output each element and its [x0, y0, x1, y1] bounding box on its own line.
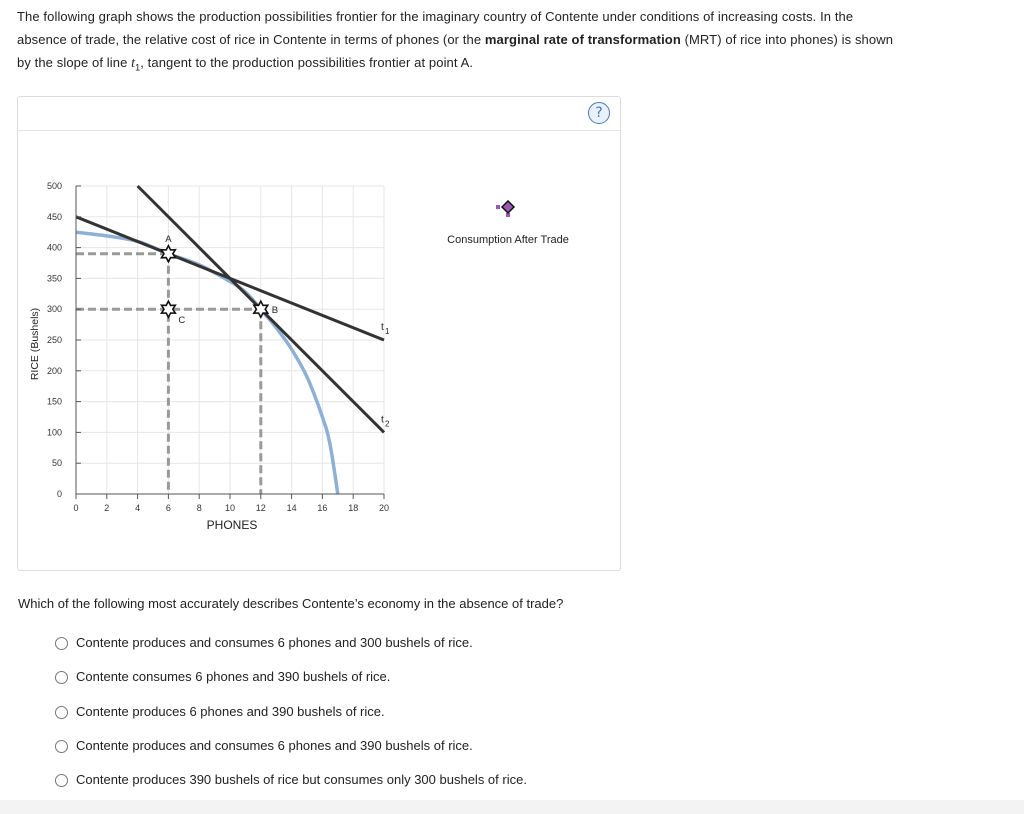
answer-option[interactable] [55, 738, 527, 772]
y-tick-label: 450 [46, 211, 62, 222]
x-tick-label: 18 [348, 503, 359, 513]
answer-option[interactable] [55, 704, 527, 738]
answer-option[interactable] [55, 635, 527, 669]
graph-panel [17, 96, 621, 571]
x-axis-label: PHONES [206, 518, 258, 532]
option-label: Contente consumes 6 phones and 390 bushels of rice. [76, 669, 391, 685]
y-tick-label: 350 [46, 273, 62, 284]
radio-button[interactable] [55, 706, 68, 719]
ppf-curve [76, 232, 338, 494]
x-tick-label: 14 [286, 503, 297, 513]
x-tick-label: 4 [135, 503, 141, 513]
y-tick-label: 200 [46, 365, 62, 376]
intro-text-3: , tangent to the production possibilities frontier at point A. [140, 55, 474, 70]
option-label: Contente produces and consumes 6 phones and 300 bushels of rice. [76, 635, 473, 650]
radio-button[interactable] [55, 671, 68, 684]
intro-line-var: t [131, 56, 136, 71]
y-tick-label: 300 [46, 304, 62, 315]
question-text: Which of the following most accurately describes Contente’s economy in the absence of trade? [18, 596, 564, 611]
intro-text-1: The following graph shows the production possibilities frontier for the imaginary country of Contente under conditions of increasing costs. In the absence of trade, the relative cost of rice in Contente in terms of phones (or the [17, 9, 854, 47]
point-label-b: B [271, 305, 279, 317]
answer-option[interactable] [55, 669, 527, 703]
intro-line-sub: 1 [135, 62, 141, 73]
line-label-sub-t2: 2 [385, 419, 390, 429]
line-label-t2: t [381, 414, 384, 426]
legend-handle-left [496, 205, 500, 209]
line-label-t1: t [381, 322, 384, 333]
bottom-bar [0, 800, 1024, 814]
y-tick-label: 100 [46, 427, 62, 438]
point-label-c: C [178, 315, 186, 327]
answer-options [55, 635, 527, 806]
radio-button[interactable] [55, 774, 68, 787]
question-intro [17, 5, 897, 80]
x-tick-label: 0 [73, 503, 79, 513]
point-marker-a [161, 246, 175, 262]
x-tick-label: 10 [224, 503, 236, 513]
legend-diamond-icon [502, 201, 514, 213]
legend-label: Consumption After Trade [447, 234, 569, 246]
x-tick-label: 8 [196, 503, 202, 513]
x-tick-label: 16 [317, 503, 328, 513]
x-tick-label: 6 [165, 503, 171, 513]
intro-bold-term: marginal rate of transformation [484, 32, 681, 47]
line-label-sub-t1: 1 [385, 327, 390, 336]
y-tick-label: 400 [46, 242, 62, 253]
x-tick-label: 12 [255, 503, 266, 513]
option-label: Contente produces 6 phones and 390 bushels of rice. [76, 703, 385, 719]
y-tick-label: 50 [51, 458, 62, 469]
y-tick-label: 0 [56, 489, 62, 499]
radio-button[interactable] [55, 637, 68, 650]
y-tick-label: 500 [46, 181, 62, 191]
point-label-a: A [165, 233, 172, 245]
x-tick-label: 2 [104, 503, 110, 513]
option-label: Contente produces and consumes 6 phones and 390 bushels of rice. [76, 737, 473, 753]
y-tick-label: 250 [46, 335, 62, 345]
ppf-chart [18, 97, 620, 570]
option-label: Contente produces 390 bushels of rice but consumes only 300 bushels of rice. [76, 772, 527, 788]
help-icon[interactable]: ? [588, 102, 610, 124]
point-marker-c [161, 301, 175, 317]
radio-button[interactable] [55, 740, 68, 753]
y-axis-label: RICE (Bushels) [29, 307, 41, 381]
intro-text-2: (MRT) of rice into phones) is shown by the slope of line [17, 32, 894, 70]
x-tick-label: 20 [378, 503, 390, 513]
y-tick-label: 150 [46, 396, 62, 407]
